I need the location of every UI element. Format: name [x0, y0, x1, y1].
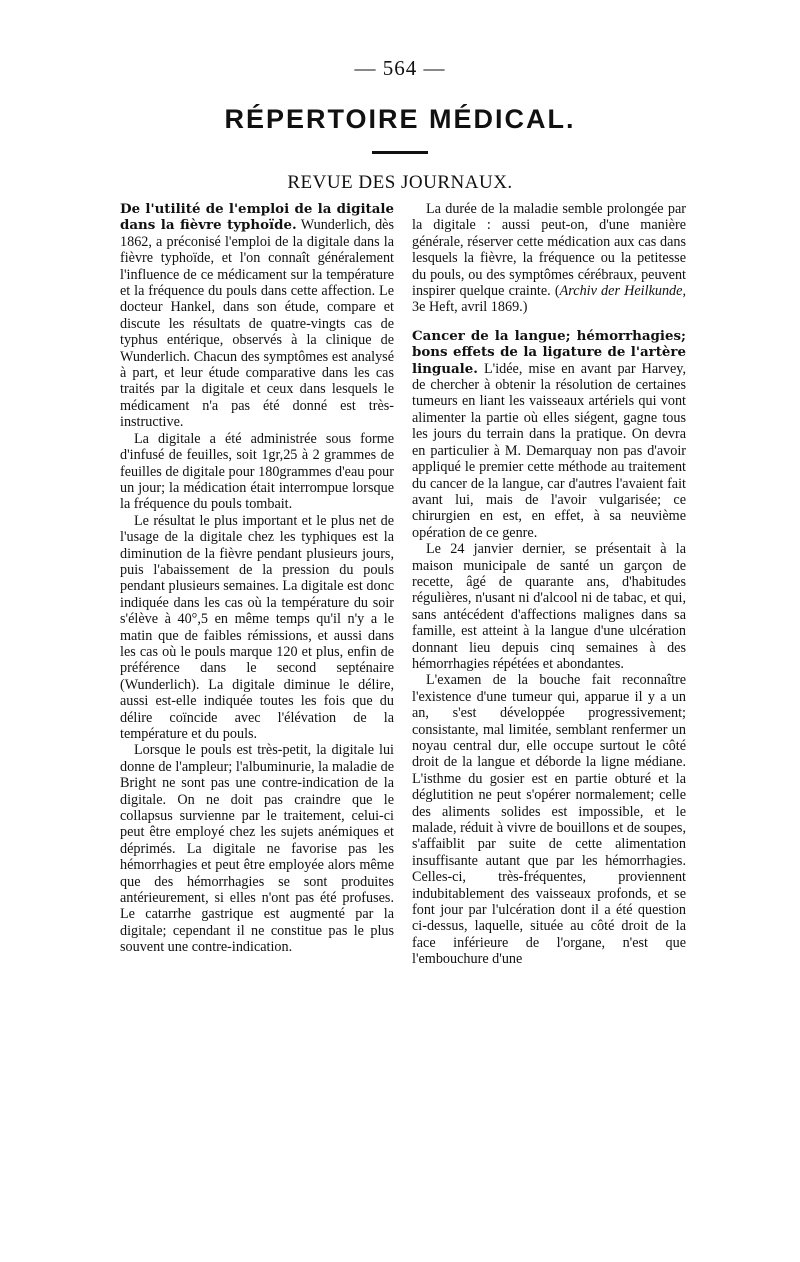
article-2-title: Cancer de la langue; hémorrhagies; bons effets de la ligature de l'artère linguale.	[412, 327, 686, 377]
section-title: RÉPERTOIRE MÉDICAL.	[224, 104, 576, 134]
article-1-paragraph-5	[412, 201, 686, 316]
article-1-paragraph-3: Le résultat le plus important et le plus net de l'usage de la digitale chez les typhiques est la diminution de la fièvre pendant plusieurs jours, puis l'abaissement de la pression du pouls pendant plusieurs semaines. La digitale est donc indiquée dans les cas où la température du soir s'élève à 40°,5 en même temps qu'il n'y a le matin que de faibles rémissions, et aussi dans les cas où le pouls marque 120 et plus, enfin de préférence dans le second septénaire (Wunderlich). La digitale diminue le délire, aussi est-elle indiquée toutes les fois que du délire coïncide avec l'élévation de la température et du pouls.	[120, 512, 394, 742]
article-2-paragraph-2: Le 24 janvier dernier, se présentait à la maison municipale de santé un garçon de recette, âgé de quarante ans, d'habitudes régulières, n'usant ni d'alcool ni de tabac, et qui, sans antécédent d'affections malignes dans sa famille, est atteint à la langue d'une ulcération donnant lieu depuis cinq semaines à des hémorrhagies répétées et abondantes.	[412, 541, 686, 672]
article-1-title: De l'utilité de l'emploi de la digitale dans la fièvre typhoïde.	[120, 201, 394, 234]
article-1-text-1: Wunderlich, dès 1862, a préconisé l'emploi de la digitale dans la fièvre typhoïde, et l'on connaît généralement l'influence de ce médicament sur la température et la fréquence du pouls dans cette affection. Le docteur Hankel, dans son étude, compare et discute les résultats de quatre-vingts cas de typhus entérique, observés à la clinique de Wunderlich. Chacun des symptômes est analysé à part, et leur étude comparative dans les cas traités par la digitale et ceux dans lesquels le médicament n'a pas été donné est très-instructive.	[120, 217, 394, 431]
article-1-paragraph-4: Lorsque le pouls est très-petit, la digitale lui donne de l'ampleur; l'albuminurie, la maladie de Bright ne sont pas une contre-indication de la digitale. On ne doit pas craindre que le collapsus survienne par le traitement, celui-ci peut être employé chez les sujets anémiques et déprimés. La digitale ne favorise pas les hémorrhagies et peut être employée alors même que des hémorrhagies se sont produites antérieurement, si elles n'ont pas été profuses. Le catarrhe gastrique est augmenté par la digitale; cependant il ne constitue pas le plus souvent une contre-indication.	[120, 742, 394, 956]
article-1-citation-journal: Archiv der Heilkunde,	[559, 283, 686, 300]
article-1-citation-issue: 3e Heft, avril 1869.)	[412, 299, 528, 316]
article-2-paragraph-3: L'examen de la bouche fait reconnaître l'existence d'une tumeur qui, apparue il y a un an, s'est développée progressivement; consistante, mal limitée, semblant renfermer un noyau central dur, elle occupe surtout le côté droit de la langue et déborde la ligne médiane. L'isthme du gosier est en partie obturé et la déglutition ne peut s'opérer normalement; celle des aliments solides est impossible, et le malade, réduit à vivre de bouillons et de soupes, s'affaiblit par suite de cette alimentation insuffisante autant que par les hémorrhagies. Celles-ci, très-fréquentes, proviennent indubitablement des vaisseaux profonds, et se font jour par l'ulcération dont il a été question ci-dessus, laquelle, située au côté droit de la face inférieure de l'organe, n'est que l'embouchure d'une	[412, 672, 686, 968]
article-2-paragraph-1	[412, 328, 686, 541]
article-1-paragraph-1	[120, 201, 394, 431]
article-1-text-5: La durée de la maladie semble prolongée par la digitale : aussi peut-on, d'une manière générale, réserver cette médication aux cas dans lesquels la fièvre, la fréquence ou la petitesse du pouls, ou des symptômes cérébraux, peuvent inspirer quelque crainte. (	[412, 201, 686, 300]
title-rule	[372, 151, 428, 154]
article-2-text-1: L'idée, mise en avant par Harvey, de chercher à obtenir la résolution de certaines tumeurs en liant les vaisseaux artériels qui vont alimenter la partie où elles siégent, gagne tous les jours du terrain dans la pratique. On devra en particulier à M. Demarquay non pas d'avoir appliqué le premier cette méthode au traitement du cancer de la langue, car d'autres l'avaient fait avant lui, mais de l'avoir vulgarisée; ce chirurgien en est, en effet, à sa neuvième opération de ce genre.	[412, 360, 686, 541]
right-column	[412, 201, 686, 968]
left-column	[120, 201, 394, 956]
article-1-paragraph-2: La digitale a été administrée sous forme d'infusé de feuilles, soit 1gr,25 à 2 grammes de feuilles de digitale pour 180grammes d'eau pour un jour; la médication était interrompue lorsque la fréquence du pouls tombait.	[120, 430, 394, 513]
subheading: REVUE DES JOURNAUX.	[287, 172, 513, 193]
page-number: — 564 —	[354, 56, 446, 80]
